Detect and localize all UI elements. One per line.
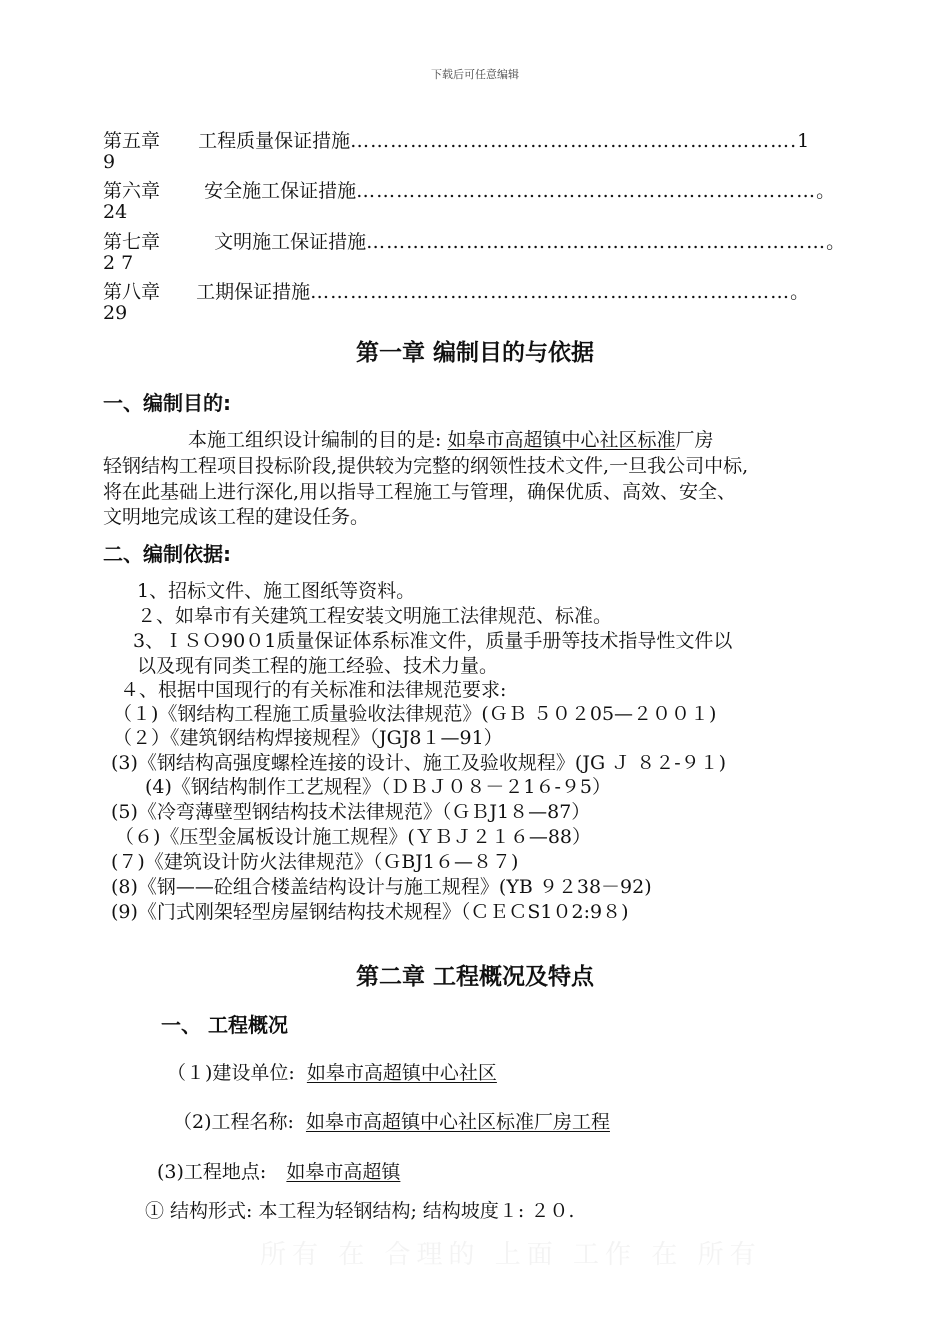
toc-leader: ………………………………………………………………。	[310, 281, 811, 303]
list-item: 以及现有同类工程的施工经验、技术力量。	[137, 655, 499, 677]
faded-bleed-text: 所有 在 合理的 上面 工作 在 所有	[260, 1240, 762, 1270]
standard-item: (5)《冷弯薄壁型钢结构技术法律规范》（ＧＢJ1８—87）	[111, 801, 591, 823]
toc-page-wrap: 9	[103, 151, 116, 173]
toc-page-wrap: 24	[103, 201, 128, 223]
toc-title: 文明施工保证措施	[214, 231, 367, 253]
toc-leader: ……………………………………………………………。	[366, 231, 847, 253]
field-label: (3)工程地点:	[157, 1161, 267, 1183]
toc-chapter-label: 第八章	[103, 281, 161, 303]
list-item: 1、招标文件、施工图纸等资料。	[137, 580, 416, 602]
standard-item: (4)《钢结构制作工艺规程》（ＤＢＪ０８－２1６-９5）	[145, 776, 612, 798]
toc-page: 1	[797, 130, 810, 152]
list-item: 3、ＩＳＯ90０1质量保证体系标准文件，质量手册等技术指导性文件以	[133, 630, 733, 652]
standard-item: （６)《压型金属板设计施工规程》(ＹＢＪ２１６—88）	[115, 826, 592, 848]
field-label: （１)建设单位:	[167, 1062, 295, 1084]
standard-item: （２）《建筑钢结构焊接规程》（JGJ8１—91）	[113, 727, 503, 749]
field-project-location	[157, 1157, 400, 1184]
field-project-name	[173, 1107, 610, 1134]
toc-leader: ………………………………………………………….	[350, 130, 798, 152]
standard-item: (3)《钢结构高强度螺栓连接的设计、施工及验收规程》(JG Ｊ ８２-９１)	[111, 752, 727, 774]
structure-form: ① 结构形式: 本工程为轻钢结构; 结构坡度１: ２０.	[145, 1200, 575, 1222]
toc-chapter-label: 第七章	[103, 231, 161, 253]
toc-leader: ……………………………………………………………。	[356, 180, 837, 202]
standard-item: (７)《建筑设计防火法律规范》（ＧBJ1６—８７)	[111, 851, 519, 873]
toc-entry-chapter8[interactable]	[103, 277, 810, 304]
paragraph-text: 本施工组织设计编制的目的是:	[188, 429, 442, 451]
section-heading-basis: 二、编制依据:	[103, 542, 231, 566]
field-value: 如皋市高超镇	[286, 1161, 401, 1183]
project-name-underlined: 如皋市高超镇中心社区标准	[447, 429, 676, 451]
section-heading-purpose: 一、编制目的:	[103, 391, 231, 415]
toc-chapter-label: 第五章	[103, 130, 161, 152]
toc-title: 安全施工保证措施	[204, 180, 357, 202]
standard-item: （１)《钢结构工程施工质量验收法律规范》(ＧＢ ５０２05—２００１)	[113, 703, 717, 725]
toc-page-wrap: 2 7	[103, 252, 134, 274]
field-construction-unit	[167, 1058, 497, 1085]
paragraph-line: 文明地完成该工程的建设任务。	[103, 506, 370, 528]
toc-chapter-label: 第六章	[103, 180, 161, 202]
field-value: 如皋市高超镇中心社区	[306, 1062, 497, 1084]
toc-page-wrap: 29	[103, 302, 128, 324]
field-label: （2)工程名称:	[173, 1111, 294, 1133]
field-value: 如皋市高超镇中心社区标准厂房工程	[305, 1111, 610, 1133]
list-item: ２、如皋市有关建筑工程安装文明施工法律规范、标准。	[137, 605, 613, 627]
paragraph-text: 厂房	[675, 429, 714, 451]
standard-item: (9)《门式刚架轻型房屋钢结构技术规程》（ＣＥＣS1０2:9８)	[111, 901, 629, 923]
list-item: ４、根据中国现行的有关标准和法律规范要求:	[120, 679, 507, 701]
section-heading-overview: 一、 工程概况	[161, 1013, 288, 1037]
chapter2-title: 第二章 工程概况及特点	[355, 964, 594, 990]
chapter1-title: 第一章 编制目的与依据	[355, 340, 594, 366]
toc-entry-chapter6[interactable]	[103, 176, 836, 203]
toc-title: 工期保证措施	[196, 281, 311, 303]
toc-title: 工程质量保证措施	[198, 130, 351, 152]
page-header: 下载后可任意编辑	[431, 68, 519, 81]
standard-item: (8)《钢——砼组合楼盖结构设计与施工规程》(YB ９２38－92)	[111, 876, 652, 898]
toc-entry-chapter7[interactable]	[103, 227, 846, 254]
paragraph-line: 将在此基础上进行深化,用以指导工程施工与管理，确保优质、高效、安全、	[103, 481, 737, 503]
paragraph-line: 轻钢结构工程项目投标阶段,提供较为完整的纲领性技术文件,一旦我公司中标,	[103, 455, 749, 477]
paragraph-line	[188, 425, 713, 452]
toc-entry-chapter5[interactable]	[103, 126, 809, 153]
